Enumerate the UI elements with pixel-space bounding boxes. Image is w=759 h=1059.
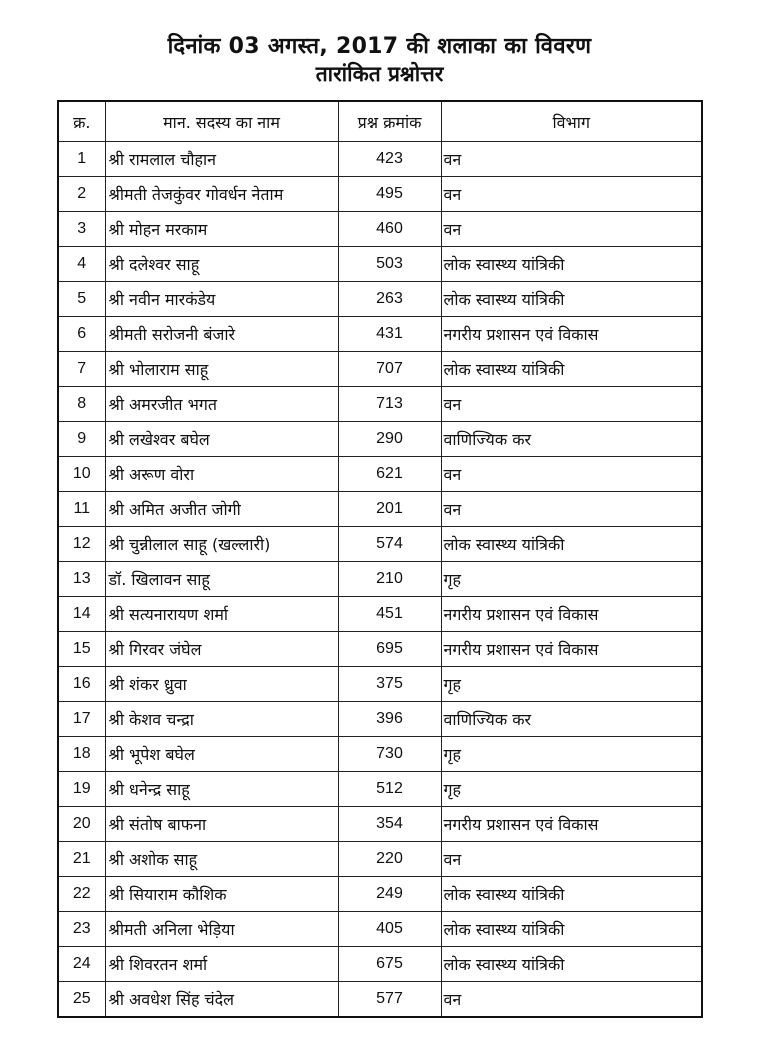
question-number-cell: 574 — [338, 527, 441, 562]
question-number-cell: 451 — [338, 597, 441, 632]
department-cell: वन — [441, 842, 702, 877]
department-cell: नगरीय प्रशासन एवं विकास — [441, 807, 702, 842]
department-cell: लोक स्वास्थ्य यांत्रिकी — [441, 877, 702, 912]
document-subtitle: तारांकित प्रश्नोत्तर — [315, 62, 444, 86]
department-cell: वाणिज्यिक कर — [441, 702, 702, 737]
question-number-cell: 675 — [338, 947, 441, 982]
department-cell: लोक स्वास्थ्य यांत्रिकी — [441, 527, 702, 562]
serial-cell: 24 — [58, 947, 105, 982]
question-number-cell: 210 — [338, 562, 441, 597]
member-name-cell: श्री संतोष बाफना — [105, 807, 338, 842]
column-header-member-name: मान. सदस्य का नाम — [105, 101, 338, 142]
serial-cell: 8 — [58, 387, 105, 422]
serial-cell: 23 — [58, 912, 105, 947]
question-number-cell: 290 — [338, 422, 441, 457]
member-name-cell: श्री भोलाराम साहू — [105, 352, 338, 387]
serial-cell: 5 — [58, 282, 105, 317]
table-row — [58, 247, 702, 282]
member-name-cell: श्री धनेन्द्र साहू — [105, 772, 338, 807]
member-name-cell: श्री अशोक साहू — [105, 842, 338, 877]
member-name-cell: श्री शिवरतन शर्मा — [105, 947, 338, 982]
department-cell: लोक स्वास्थ्य यांत्रिकी — [441, 912, 702, 947]
member-name-cell: श्री अमित अजीत जोगी — [105, 492, 338, 527]
table-row — [58, 597, 702, 632]
department-cell: गृह — [441, 667, 702, 702]
table-row — [58, 177, 702, 212]
column-header-serial: क्र. — [58, 101, 105, 142]
table-row — [58, 982, 702, 1018]
table-row — [58, 667, 702, 702]
member-name-cell: श्री चुन्नीलाल साहू (खल्लारी) — [105, 527, 338, 562]
question-number-cell: 249 — [338, 877, 441, 912]
serial-cell: 16 — [58, 667, 105, 702]
question-number-cell: 354 — [338, 807, 441, 842]
question-number-cell: 503 — [338, 247, 441, 282]
member-name-cell: श्री अवधेश सिंह चंदेल — [105, 982, 338, 1018]
table-row — [58, 877, 702, 912]
serial-cell: 17 — [58, 702, 105, 737]
question-number-cell: 396 — [338, 702, 441, 737]
serial-cell: 9 — [58, 422, 105, 457]
table-row — [58, 632, 702, 667]
department-cell: वन — [441, 457, 702, 492]
table-row — [58, 562, 702, 597]
question-number-cell: 577 — [338, 982, 441, 1018]
serial-cell: 14 — [58, 597, 105, 632]
serial-cell: 1 — [58, 142, 105, 177]
serial-cell: 6 — [58, 317, 105, 352]
department-cell: वन — [441, 492, 702, 527]
serial-cell: 18 — [58, 737, 105, 772]
member-name-cell: श्री सियाराम कौशिक — [105, 877, 338, 912]
serial-cell: 3 — [58, 212, 105, 247]
member-name-cell: श्री शंकर ध्रुवा — [105, 667, 338, 702]
serial-cell: 4 — [58, 247, 105, 282]
serial-cell: 15 — [58, 632, 105, 667]
member-name-cell: श्री भूपेश बघेल — [105, 737, 338, 772]
member-name-cell: श्री केशव चन्द्रा — [105, 702, 338, 737]
table-row — [58, 282, 702, 317]
member-name-cell: श्री दलेश्वर साहू — [105, 247, 338, 282]
table-row — [58, 352, 702, 387]
table-row — [58, 212, 702, 247]
department-cell: नगरीय प्रशासन एवं विकास — [441, 597, 702, 632]
member-name-cell: श्री नवीन मारकंडेय — [105, 282, 338, 317]
column-header-question-number: प्रश्न क्रमांक — [338, 101, 441, 142]
question-number-cell: 695 — [338, 632, 441, 667]
table-row — [58, 772, 702, 807]
member-name-cell: श्रीमती सरोजनी बंजारे — [105, 317, 338, 352]
department-cell: गृह — [441, 562, 702, 597]
question-number-cell: 405 — [338, 912, 441, 947]
member-name-cell: श्री अमरजीत भगत — [105, 387, 338, 422]
department-cell: वन — [441, 177, 702, 212]
table-row — [58, 737, 702, 772]
department-cell: लोक स्वास्थ्य यांत्रिकी — [441, 352, 702, 387]
question-number-cell: 431 — [338, 317, 441, 352]
question-number-cell: 423 — [338, 142, 441, 177]
department-cell: लोक स्वास्थ्य यांत्रिकी — [441, 947, 702, 982]
question-number-cell: 621 — [338, 457, 441, 492]
member-name-cell: श्री रामलाल चौहान — [105, 142, 338, 177]
department-cell: नगरीय प्रशासन एवं विकास — [441, 317, 702, 352]
department-cell: वन — [441, 142, 702, 177]
question-number-cell: 713 — [338, 387, 441, 422]
column-header-department: विभाग — [441, 101, 702, 142]
serial-cell: 12 — [58, 527, 105, 562]
member-name-cell: श्रीमती तेजकुंवर गोवर्धन नेताम — [105, 177, 338, 212]
question-number-cell: 201 — [338, 492, 441, 527]
serial-cell: 25 — [58, 982, 105, 1018]
question-number-cell: 730 — [338, 737, 441, 772]
table-header-row — [58, 101, 702, 142]
questions-table — [57, 100, 703, 1018]
member-name-cell: श्री लखेश्वर बघेल — [105, 422, 338, 457]
table-row — [58, 807, 702, 842]
table-row — [58, 457, 702, 492]
question-number-cell: 263 — [338, 282, 441, 317]
member-name-cell: श्री अरूण वोरा — [105, 457, 338, 492]
department-cell: वाणिज्यिक कर — [441, 422, 702, 457]
question-number-cell: 460 — [338, 212, 441, 247]
question-number-cell: 512 — [338, 772, 441, 807]
department-cell: लोक स्वास्थ्य यांत्रिकी — [441, 247, 702, 282]
table-row — [58, 142, 702, 177]
department-cell: लोक स्वास्थ्य यांत्रिकी — [441, 282, 702, 317]
serial-cell: 10 — [58, 457, 105, 492]
member-name-cell: श्री सत्यनारायण शर्मा — [105, 597, 338, 632]
serial-cell: 7 — [58, 352, 105, 387]
department-cell: गृह — [441, 772, 702, 807]
table-row — [58, 527, 702, 562]
member-name-cell: श्रीमती अनिला भेड़िया — [105, 912, 338, 947]
table-row — [58, 947, 702, 982]
serial-cell: 19 — [58, 772, 105, 807]
document-title: दिनांक 03 अगस्त, 2017 की शलाका का विवरण — [167, 34, 592, 59]
member-name-cell: श्री गिरवर जंघेल — [105, 632, 338, 667]
table-row — [58, 492, 702, 527]
question-number-cell: 495 — [338, 177, 441, 212]
question-number-cell: 375 — [338, 667, 441, 702]
serial-cell: 22 — [58, 877, 105, 912]
table-row — [58, 387, 702, 422]
department-cell: नगरीय प्रशासन एवं विकास — [441, 632, 702, 667]
department-cell: गृह — [441, 737, 702, 772]
table-row — [58, 422, 702, 457]
department-cell: वन — [441, 982, 702, 1018]
serial-cell: 11 — [58, 492, 105, 527]
serial-cell: 21 — [58, 842, 105, 877]
table-row — [58, 842, 702, 877]
question-number-cell: 707 — [338, 352, 441, 387]
question-number-cell: 220 — [338, 842, 441, 877]
serial-cell: 13 — [58, 562, 105, 597]
serial-cell: 20 — [58, 807, 105, 842]
member-name-cell: डॉ. खिलावन साहू — [105, 562, 338, 597]
serial-cell: 2 — [58, 177, 105, 212]
member-name-cell: श्री मोहन मरकाम — [105, 212, 338, 247]
department-cell: वन — [441, 212, 702, 247]
table-row — [58, 702, 702, 737]
table-row — [58, 317, 702, 352]
table-row — [58, 912, 702, 947]
department-cell: वन — [441, 387, 702, 422]
